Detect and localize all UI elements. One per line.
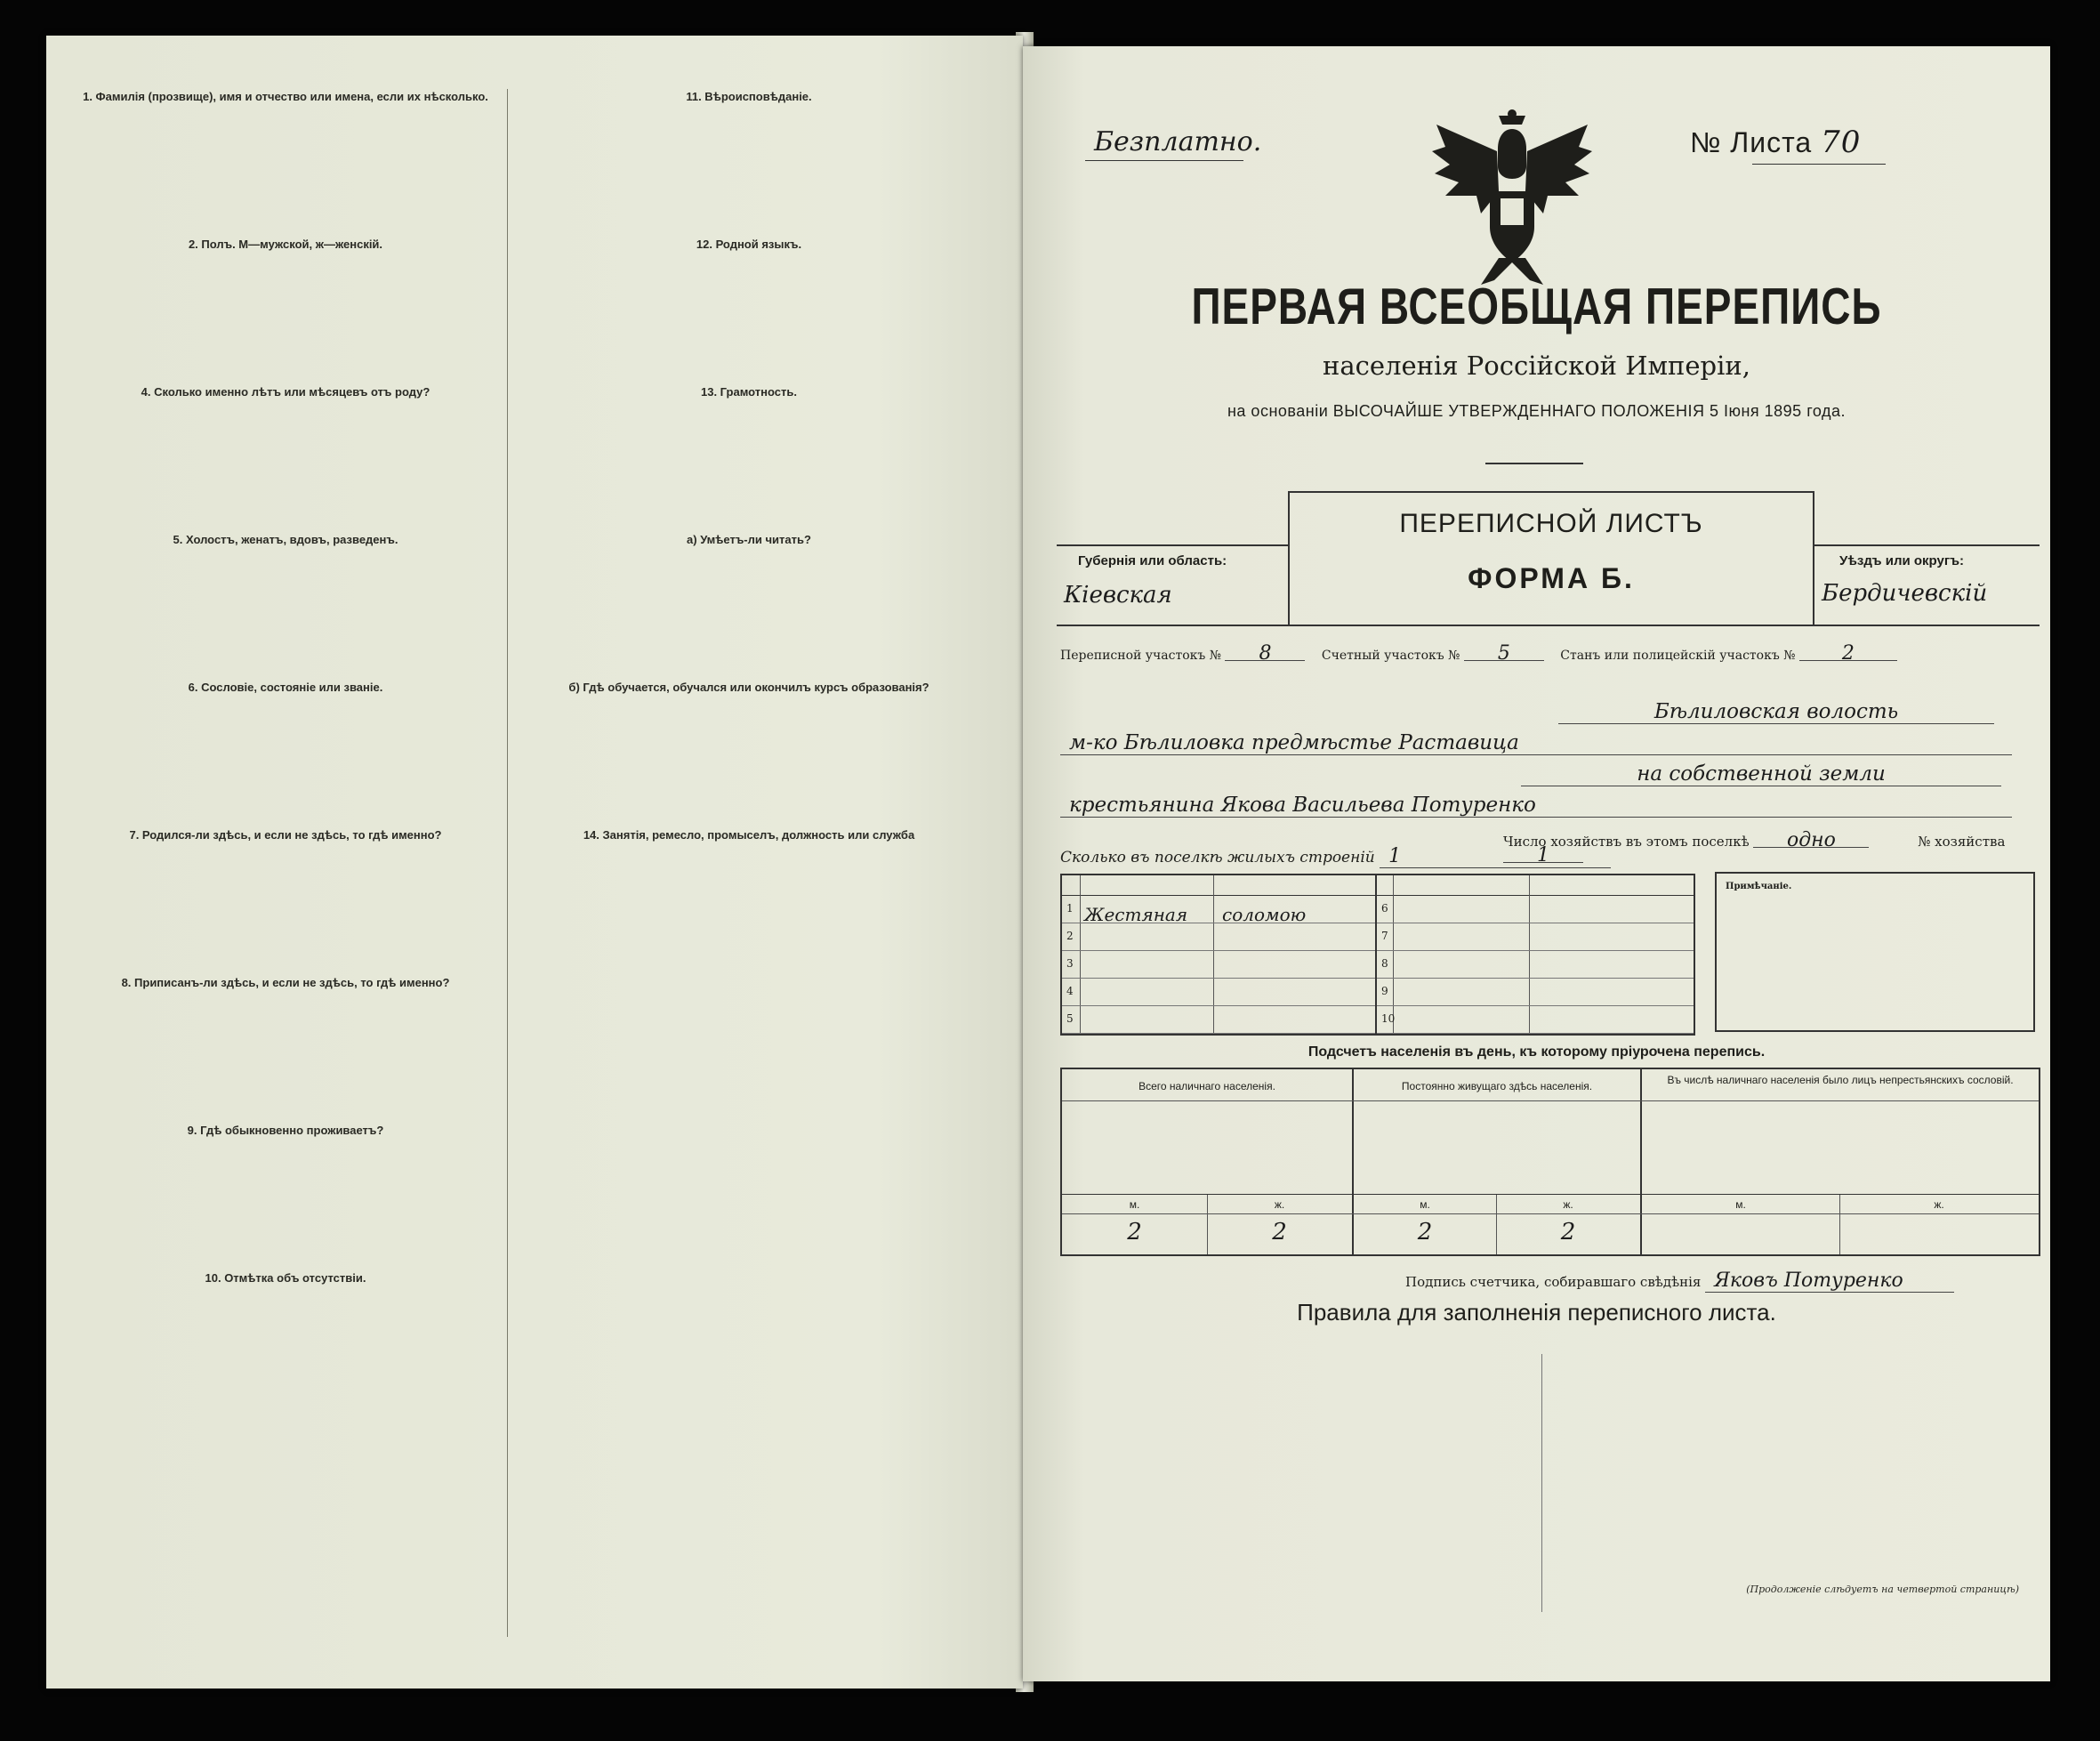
basis-line: на основаніи ВЫСОЧАЙШЕ УТВЕРЖДЕННАГО ПОЛОЖЕНІЯ 5 Іюня 1895 года. (1227, 402, 1846, 420)
rules-column-2 (1557, 1354, 2019, 1621)
count-title: Подсчетъ населенія въ день, къ которому пріурочена перепись. (1307, 1044, 1766, 1060)
settlement-value-2: м-ко Бѣлиловка предмѣстье Раставица (1060, 731, 2012, 755)
col1-item-heading-2: 5. Холостъ, женатъ, вдовъ, разведенъ. (173, 533, 398, 546)
settlement-value-1: Бѣлиловская волость (1558, 700, 1994, 724)
building-right-row (1377, 1005, 1694, 1034)
col1-item-heading-4: 7. Родился-ли здѣсь, и если не здѣсь, то гдѣ именно? (129, 828, 442, 842)
form-title: ФОРМА Б. (1468, 562, 1635, 594)
building-left-row (1062, 950, 1375, 979)
signature-value: Яковъ Потуренко (1705, 1269, 1954, 1293)
col1-item-heading-5: 8. Приписанъ-ли здѣсь, и если не здѣсь, то гдѣ именно? (121, 976, 450, 989)
building-left-row-number: 5 (1066, 1012, 1074, 1025)
counting-section-value: 5 (1464, 647, 1544, 661)
col2-item-heading-0: 12. Родной языкъ. (696, 238, 802, 251)
count-col-nonpeasant: Въ числѣ наличнаго населенія было лицъ непрестьянскихъ сословій. (1667, 1074, 2014, 1086)
free-label: Безплатно. (1094, 126, 1262, 157)
building-left-row-number: 4 (1066, 985, 1074, 997)
camp-value: 2 (1799, 647, 1897, 661)
count-sub-m3: м. (1735, 1198, 1746, 1211)
col2-heading: 11. Вѣроисповѣданіе. (686, 90, 812, 103)
counting-section-label: Счетный участокъ № (1321, 649, 1460, 663)
building-left-row (1062, 978, 1375, 1006)
col1-heading: 1. Фамилія (прозвище), имя и отчество или имена, если их нѣсколько. (83, 90, 488, 103)
col1-item-heading-7: 10. Отмѣтка объ отсутствіи. (205, 1271, 366, 1285)
note-label: Примѣчаніе. (1726, 882, 1792, 891)
building-right-row (1377, 923, 1694, 951)
instructions-column-2 (518, 85, 980, 848)
household-no-value: 1 (1503, 849, 1583, 863)
census-section-value: 8 (1225, 647, 1305, 661)
sheet-no-underline (1752, 164, 1886, 165)
landowner-value-1: на собственной земли (1521, 762, 2001, 786)
rules-column-1 (1058, 1354, 1521, 1621)
right-page (1023, 46, 2050, 1681)
dwellings-label: Сколько въ поселкѣ жилыхъ строеній (1060, 849, 1375, 866)
district-value: Бердичевскій (1822, 580, 1988, 607)
household-no-label: № хозяйства (1918, 834, 2006, 850)
count-val-f2: 2 (1560, 1219, 1576, 1245)
building-table (1060, 874, 1695, 1036)
building-right-row-number: 7 (1381, 930, 1388, 942)
note-box (1715, 872, 2035, 1032)
instructions-column-1 (76, 85, 495, 1291)
rules-title: Правила для заполненія переписного листа. (1297, 1299, 1776, 1326)
document-title: ПЕРВАЯ ВСЕОБЩАЯ ПЕРЕПИСЬ (1191, 277, 1882, 335)
dwellings-row (1060, 845, 1611, 868)
dwellings-value: 1 (1380, 845, 1611, 868)
col2-items (518, 238, 980, 842)
count-sub-m2: м. (1420, 1198, 1430, 1211)
province-label: Губернія или область: (1078, 553, 1227, 568)
count-sub-f2: ж. (1563, 1198, 1573, 1211)
households-value: одно (1753, 834, 1869, 848)
building-right-row-number: 8 (1381, 957, 1388, 970)
col1-item-heading-3: 6. Сословіе, состояніе или званіе. (188, 681, 383, 694)
building-row1-type: Жестяная (1084, 904, 1188, 925)
building-right-row-number: 6 (1381, 902, 1388, 915)
sheet-no-label: № Листа (1690, 126, 1813, 158)
signature-row (1405, 1269, 1954, 1293)
col2-item-heading-4: 14. Занятія, ремесло, промыселъ, должность или служба (583, 828, 915, 842)
building-right-row (1377, 978, 1694, 1006)
count-table (1060, 1068, 2040, 1256)
households-label: Число хозяйствъ въ этомъ поселкѣ (1503, 834, 1750, 850)
district-label: Уѣздъ или округъ: (1839, 553, 1965, 568)
building-right-row (1377, 895, 1694, 923)
count-sub-m1: м. (1129, 1198, 1140, 1211)
col1-items (76, 238, 495, 1286)
col2-item-heading-1: 13. Грамотность. (701, 385, 797, 399)
col2-item-heading-2: а) Умѣетъ-ли читать? (687, 533, 811, 546)
count-val-m1: 2 (1127, 1219, 1142, 1245)
sheet-title: ПЕРЕПИСНОЙ ЛИСТЪ (1399, 509, 1703, 538)
building-row1-roof: соломою (1222, 904, 1307, 925)
count-sub-f3: ж. (1934, 1198, 1944, 1211)
column-divider (507, 89, 508, 1637)
count-val-m2: 2 (1417, 1219, 1433, 1245)
camp-label: Станъ или полицейскій участокъ № (1560, 649, 1796, 663)
sheet-no-value: 70 (1821, 125, 1862, 160)
title-rule (1485, 463, 1583, 464)
building-left-row (1062, 923, 1375, 951)
rules-continued: (Продолженіе слѣдуетъ на четвертой страницѣ) (1746, 1584, 2019, 1595)
imperial-eagle-emblem (1428, 107, 1597, 294)
building-left-row-number: 1 (1066, 902, 1074, 915)
col1-item-heading-1: 4. Сколько именно лѣтъ или мѣсяцевъ отъ роду? (141, 385, 430, 399)
building-right-row-number: 10 (1381, 1012, 1396, 1025)
building-left-row-number: 3 (1066, 957, 1074, 970)
free-underline (1085, 160, 1243, 161)
document-subtitle: населенія Россійской Имперіи, (1323, 351, 1750, 381)
building-left-row (1062, 1005, 1375, 1034)
location-fields (1060, 642, 2039, 665)
signature-label: Подпись счетчика, собиравшаго свѣдѣнія (1405, 1274, 1702, 1290)
building-right-row-number: 9 (1381, 985, 1388, 997)
province-value: Кіевская (1064, 582, 1172, 609)
col2-item-heading-3: б) Гдѣ обучается, обучался или окончилъ курсъ образованія? (568, 681, 929, 694)
count-val-f1: 2 (1272, 1219, 1287, 1245)
building-right-row (1377, 950, 1694, 979)
sheet-header (1057, 491, 2040, 625)
col1-item-heading-6: 9. Гдѣ обыкновенно проживаетъ? (187, 1124, 384, 1137)
left-page (46, 36, 1023, 1689)
building-left-row-number: 2 (1066, 930, 1074, 942)
census-section-label: Переписной участокъ № (1060, 649, 1221, 663)
landowner-value-2: крестьянина Якова Васильева Потуренко (1060, 794, 2012, 818)
count-sub-f1: ж. (1274, 1198, 1285, 1211)
col1-item-heading-0: 2. Полъ. М—мужской, ж—женскій. (188, 238, 383, 251)
rules-column-divider (1541, 1354, 1542, 1612)
count-col-total: Всего наличнаго населенія. (1139, 1080, 1275, 1092)
count-col-resident: Постоянно живущаго здѣсь населенія. (1401, 1080, 1593, 1092)
